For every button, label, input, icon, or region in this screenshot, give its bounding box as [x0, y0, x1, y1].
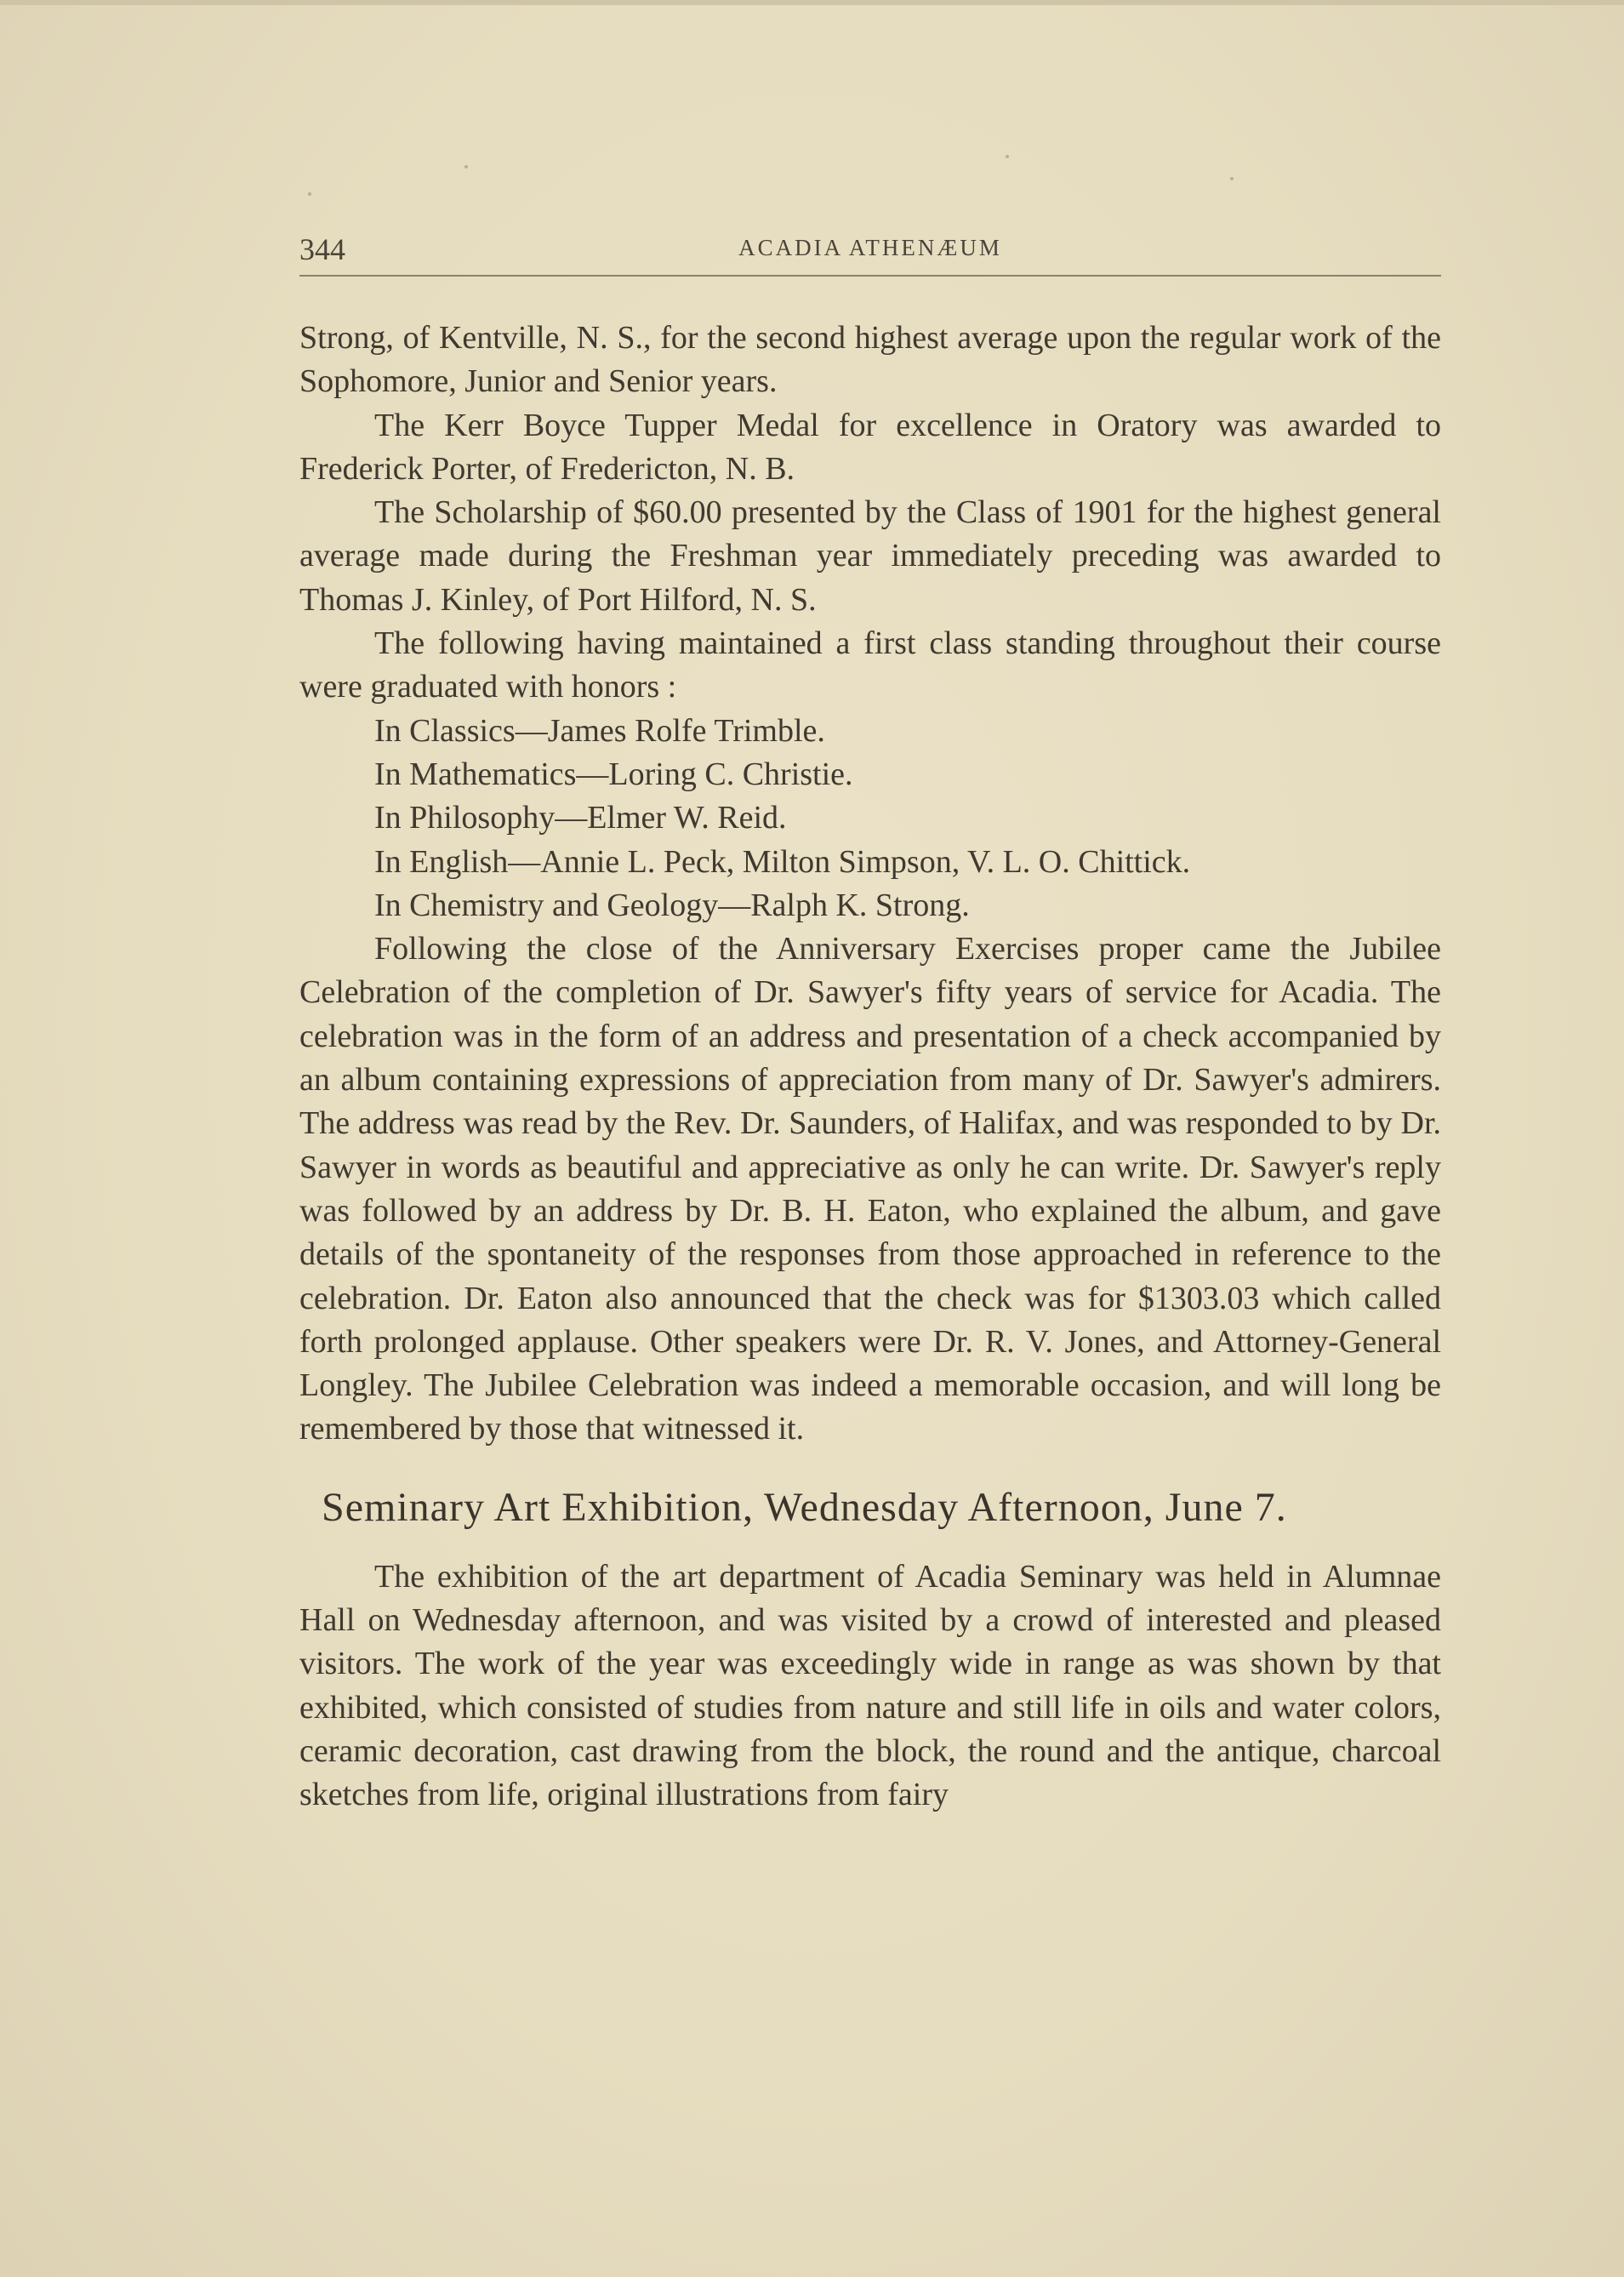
paper-speck	[464, 165, 468, 168]
paragraph-honors-intro: The following having maintained a first class standing throughout their course were graduated with honors :	[299, 625, 1441, 705]
paragraph-oratory-medal: The Kerr Boyce Tupper Medal for excellence in Oratory was awarded to Frederick Porter, of Fredericton, N. B.	[299, 407, 1441, 487]
page-number: 344	[299, 232, 345, 266]
paragraph-prize-continuation: Strong, of Kentville, N. S., for the second highest average upon the regular work of the Sophomore, Junior and Senior years.	[299, 320, 1441, 400]
paragraph-art-exhibition: The exhibition of the art department of Acadia Seminary was held in Alumnae Hall on Wednesday afternoon, and was visited by a crowd of interested and pleased visitors. The work of the year was exceedingly wide in range as was shown by that exhibited, which consisted of studies from nature and still life in oils and water colors, ceramic decoration, cast drawing from the block, the round and the antique, charcoal sketches from life, original illustrations from fairy	[299, 1558, 1441, 1813]
honors-list	[299, 710, 1441, 927]
honors-mathematics: In Mathematics—Loring C. Christie.	[374, 756, 853, 792]
article-body	[299, 317, 1441, 1818]
honors-english: In English—Annie L. Peck, Milton Simpson, V. L. O. Chittick.	[374, 843, 1191, 880]
section-heading: Seminary Art Exhibition, Wednesday Afternoon, June 7.	[322, 1484, 1287, 1530]
honors-philosophy: In Philosophy—Elmer W. Reid.	[374, 800, 787, 836]
honors-chemistry-geology: In Chemistry and Geology—Ralph K. Strong.	[374, 887, 970, 923]
paragraph-jubilee-celebration: Following the close of the Anniversary Exercises proper came the Jubilee Celebration of the completion of Dr. Sawyer's fifty years of service for Acadia. The celebration was in the form of an address and presentation of a check accompanied by an album containing expressions of appreciation from many of Dr. Sawyer's admirers. The address was read by the Rev. Dr. Saunders, of Halifax, and was responded to by Dr. Sawyer in words as beautiful and appreciative as only he can write. Dr. Sawyer's reply was followed by an address by Dr. B. H. Eaton, who explained the album, and gave details of the spontaneity of the responses from those approached in reference to the celebration. Dr. Eaton also announced that the check was for $1303.03 which called forth prolonged applause. Other speakers were Dr. R. V. Jones, and Attorney-General Longley. The Jubilee Celebration was indeed a memorable occasion, and will long be remembered by those that witnessed it.	[299, 931, 1441, 1447]
header-rule	[299, 275, 1441, 277]
paper-speck	[308, 192, 311, 196]
page-header	[299, 223, 1441, 274]
paper-speck	[1006, 155, 1009, 158]
paragraph-scholarship: The Scholarship of $60.00 presented by the Class of 1901 for the highest general average made during the Freshman year immediately preceding was awarded to Thomas J. Kinley, of Port Hilford, N. S.	[299, 494, 1441, 618]
honors-classics: In Classics—James Rolfe Trimble.	[374, 712, 825, 749]
page-top-edge	[0, 0, 1624, 5]
running-head: ACADIA ATHENÆUM	[738, 235, 1002, 260]
paper-speck	[1230, 177, 1234, 180]
